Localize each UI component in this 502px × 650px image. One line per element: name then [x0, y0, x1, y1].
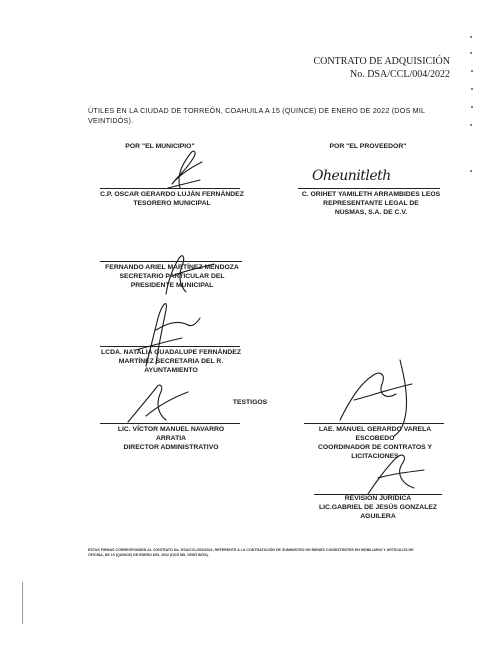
margin-dot [471, 106, 473, 108]
revision-juridica-heading: REVISIÓN JURÍDICA [344, 495, 412, 502]
secretaria-ayuntamiento-line [100, 346, 240, 347]
secretaria-ayuntamiento-name: LCDA. NATALIA GUADALUPE FERNÁNDEZ [101, 349, 241, 356]
revision-juridica-name: LIC.GABRIEL DE JESÚS GONZALEZ [318, 504, 438, 511]
closing-paragraph: ÚTILES EN LA CIUDAD DE TORREÓN, COAHUILA A 15 (QUINCE) DE ENERO DE 2022 (DOS MIL VEINTIDÓS). [88, 106, 425, 125]
director-administrativo-name: LIC. VÍCTOR MANUEL NAVARRO [117, 426, 225, 433]
tesorero-signature-line [100, 188, 240, 189]
footnote: ESTAS FIRMAS CORRESPONDEN AL CONTRATO No. DSA/CCL/004/2022, REFERENTE A LA CONTRATACIÓN DE SUMINISTRO DE BIENES CONSISTENTES EN MOBILIARIO Y ARTÍCULOS DE OFICINA, DE 15 (QUINCE) DE ENERO DEL 2022 (DOS MIL VEINTIDÓS). [88, 548, 414, 557]
representante-block [286, 190, 456, 217]
tesorero-name: C.P. OSCAR GERARDO LUJÁN FERNÁNDEZ [100, 191, 244, 198]
tesorero-block [92, 190, 252, 208]
director-administrativo-line [100, 423, 240, 424]
secretario-particular-title: SECRETARIO PARTICULAR DEL [119, 273, 225, 280]
margin-dot [471, 88, 473, 90]
coordinador-line [304, 423, 444, 424]
margin-dot [470, 124, 472, 126]
secretaria-ayuntamiento-block [90, 348, 252, 375]
revision-juridica-signature [352, 448, 432, 498]
testigos-heading: TESTIGOS [232, 399, 268, 406]
representante-company: NUSMAS, S.A. DE C.V. [334, 209, 408, 216]
scan-margin-mark [22, 582, 23, 624]
secretario-particular-line [100, 261, 242, 262]
proveedor-heading: POR "EL PROVEEDOR" [329, 143, 407, 150]
contract-number: No. DSA/CCL/004/2022 [349, 69, 450, 80]
secretario-particular-subtitle: PRESIDENTE MUNICIPAL [130, 282, 214, 289]
director-administrativo-block [90, 425, 252, 452]
revision-juridica-surname: AGUILERA [360, 513, 396, 520]
revision-juridica-block [300, 494, 456, 521]
margin-dot [470, 52, 472, 54]
proveedor-signature-line [298, 188, 440, 189]
director-administrativo-signature [118, 376, 198, 426]
secretario-particular-block [90, 263, 254, 290]
director-administrativo-title: DIRECTOR ADMINISTRATIVO [123, 444, 219, 451]
director-administrativo-surname: ARRATIA [155, 435, 187, 442]
margin-dot [471, 70, 473, 72]
coordinador-name: LAE. MANUEL GERARDO VARELA [318, 426, 432, 433]
coordinador-title: COORDINADOR DE CONTRATOS Y [317, 444, 433, 451]
margin-dot [470, 36, 472, 38]
municipio-heading: POR "EL MUNICIPIO" [125, 143, 195, 150]
representante-name: C. ORIHET YAMILETH ARRAMBIDES LEOS [301, 191, 441, 198]
secretaria-ayuntamiento-subtitle: AYUNTAMIENTO [144, 367, 198, 374]
secretario-particular-name: FERNANDO ARIEL MARTÍNEZ MENDOZA [105, 264, 239, 271]
coordinador-subtitle: LICITACIONES [351, 453, 399, 460]
contract-title: CONTRATO DE ADQUISICIÓN [313, 56, 450, 67]
proveedor-signature: Oheunitleth [312, 168, 391, 184]
tesorero-title: TESORERO MUNICIPAL [133, 200, 211, 207]
tesorero-signature [150, 144, 210, 190]
margin-dot [470, 170, 472, 172]
secretaria-ayuntamiento-title: MARTÍNEZ SECRETARIA DEL R. [118, 358, 224, 365]
coordinador-surname: ESCOBEDO [355, 435, 395, 442]
representante-title: REPRESENTANTE LEGAL DE [323, 200, 419, 207]
